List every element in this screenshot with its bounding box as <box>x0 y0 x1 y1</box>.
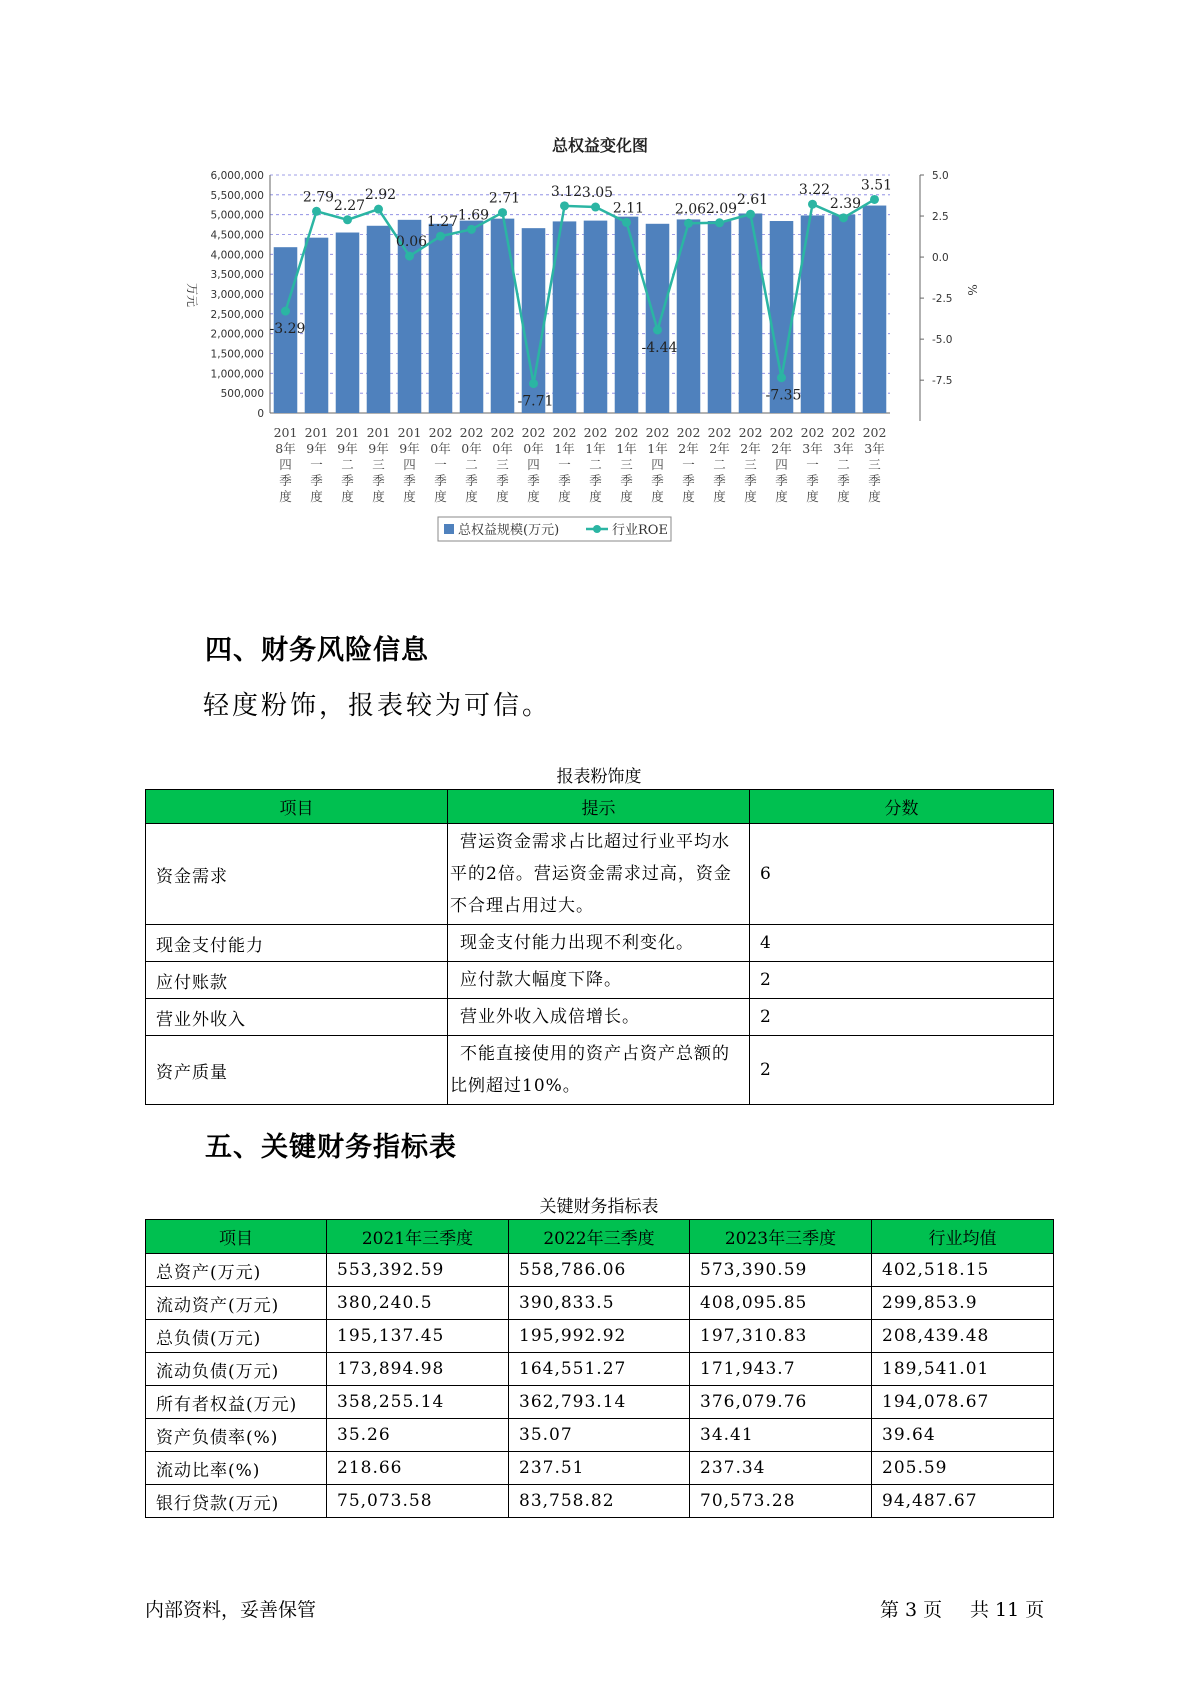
x-category-label: 3年 <box>802 441 823 456</box>
x-category-label: 季 <box>465 473 478 488</box>
metric-label-cell: 总资产(万元) <box>146 1254 327 1287</box>
risk-score-cell: 4 <box>750 925 1054 962</box>
metrics-header-industry: 行业均值 <box>872 1220 1054 1254</box>
roe-point <box>281 307 290 316</box>
x-category-label: 202 <box>676 425 701 440</box>
table-row <box>146 1287 1054 1320</box>
metric-value-cell: 553,392.59 <box>327 1254 509 1287</box>
roe-point <box>777 373 786 382</box>
risk-header-item: 项目 <box>146 790 448 824</box>
x-category-label: 季 <box>651 473 664 488</box>
roe-point <box>374 205 383 214</box>
roe-data-label: 2.09 <box>705 200 738 217</box>
table-row <box>146 1386 1054 1419</box>
x-category-label: 2年 <box>771 441 792 456</box>
x-category-label: 季 <box>713 473 726 488</box>
x-category-label: 季 <box>403 473 416 488</box>
legend-line-marker <box>593 525 601 533</box>
roe-data-label: 2.39 <box>829 195 862 212</box>
x-category-label: 度 <box>589 489 602 504</box>
x-category-label: 0年 <box>461 441 482 456</box>
x-category-label: 202 <box>862 425 887 440</box>
table-row <box>146 1353 1054 1386</box>
equity-chart <box>180 135 1020 605</box>
x-category-label: 2年 <box>709 441 730 456</box>
x-category-label: 二 <box>341 457 354 472</box>
roe-point <box>591 203 600 212</box>
table-row <box>146 1320 1054 1353</box>
metric-value-cell: 197,310.83 <box>690 1320 872 1353</box>
x-category-label: 度 <box>713 489 726 504</box>
x-category-label: 201 <box>335 425 360 440</box>
x-category-label: 四 <box>403 457 416 472</box>
metric-value-cell: 362,793.14 <box>509 1386 690 1419</box>
left-tick-label: 1,000,000 <box>210 368 264 381</box>
risk-score-cell: 2 <box>750 962 1054 999</box>
left-tick-label: 6,000,000 <box>210 170 264 182</box>
risk-hint-cell: 不能直接使用的资产占资产总额的比例超过10%。 <box>448 1036 750 1105</box>
metrics-table-header <box>146 1220 1054 1254</box>
x-category-label: 0年 <box>430 441 451 456</box>
metric-label-cell: 总负债(万元) <box>146 1320 327 1353</box>
risk-hint-cell: 营业外收入成倍增长。 <box>448 999 750 1036</box>
x-category-label: 一 <box>558 457 571 472</box>
x-category-label: 季 <box>434 473 447 488</box>
x-category-label: 季 <box>837 473 850 488</box>
risk-hint-cell: 营运资金需求占比超过行业平均水平的2倍。营运资金需求过高，资金不合理占用过大。 <box>448 824 750 925</box>
x-category-label: 季 <box>341 473 354 488</box>
equity-bar <box>646 224 670 413</box>
roe-data-label: 3.51 <box>860 177 893 194</box>
right-tick-label: 2.5 <box>932 211 949 224</box>
left-tick-label: 5,000,000 <box>210 209 264 222</box>
x-category-label: 202 <box>459 425 484 440</box>
metric-value-cell: 376,079.76 <box>690 1386 872 1419</box>
left-axis-label: 万元 <box>185 282 199 308</box>
metric-label-cell: 所有者权益(万元) <box>146 1386 327 1419</box>
roe-data-label: 1.27 <box>426 214 459 231</box>
right-tick-label: -5.0 <box>932 334 953 347</box>
metric-value-cell: 34.41 <box>690 1419 872 1452</box>
roe-point <box>684 219 693 228</box>
risk-hint-cell: 应付款大幅度下降。 <box>448 962 750 999</box>
x-category-label: 3年 <box>833 441 854 456</box>
equity-bar <box>305 238 329 413</box>
footer-confidential: 内部资料，妥善保管 <box>145 1599 317 1621</box>
x-category-label: 202 <box>521 425 546 440</box>
metric-label-cell: 银行贷款(万元) <box>146 1485 327 1518</box>
metrics-header-item: 项目 <box>146 1220 327 1254</box>
table-row <box>146 1036 1054 1105</box>
x-category-label: 度 <box>372 489 385 504</box>
x-category-label: 季 <box>527 473 540 488</box>
section4-title: 四、财务风险信息 <box>205 635 429 666</box>
legend-line-label: 行业ROE <box>612 523 668 538</box>
roe-data-label: 1.69 <box>457 207 490 224</box>
x-category-label: 三 <box>620 457 633 472</box>
roe-data-label: -4.44 <box>641 339 678 356</box>
left-tick-label: 500,000 <box>220 388 264 401</box>
table-row <box>146 824 1054 925</box>
metric-label-cell: 流动资产(万元) <box>146 1287 327 1320</box>
metric-value-cell: 94,487.67 <box>872 1485 1054 1518</box>
x-category-label: 四 <box>279 457 292 472</box>
roe-point <box>405 252 414 261</box>
equity-bar <box>708 221 732 413</box>
x-category-label: 202 <box>490 425 515 440</box>
x-category-label: 四 <box>775 457 788 472</box>
x-category-label: 四 <box>527 457 540 472</box>
metric-value-cell: 390,833.5 <box>509 1287 690 1320</box>
x-category-label: 度 <box>341 489 354 504</box>
table-row <box>146 1452 1054 1485</box>
x-category-label: 度 <box>620 489 633 504</box>
equity-bar <box>615 217 639 413</box>
metrics-header-2022: 2022年三季度 <box>509 1220 690 1254</box>
table-row <box>146 925 1054 962</box>
equity-bar <box>739 213 763 413</box>
x-category-label: 1年 <box>554 441 575 456</box>
roe-data-label: 2.06 <box>674 201 707 218</box>
x-category-label: 0年 <box>523 441 544 456</box>
metric-value-cell: 189,541.01 <box>872 1353 1054 1386</box>
x-category-label: 季 <box>279 473 292 488</box>
roe-point <box>715 218 724 227</box>
x-category-label: 1年 <box>585 441 606 456</box>
left-tick-label: 5,500,000 <box>210 189 264 202</box>
roe-data-label: 2.61 <box>736 192 769 209</box>
metric-value-cell: 195,137.45 <box>327 1320 509 1353</box>
metric-value-cell: 171,943.7 <box>690 1353 872 1386</box>
metric-value-cell: 173,894.98 <box>327 1353 509 1386</box>
x-category-label: 201 <box>397 425 422 440</box>
roe-point <box>808 200 817 209</box>
x-category-label: 度 <box>527 489 540 504</box>
x-category-label: 201 <box>304 425 329 440</box>
x-category-label: 9年 <box>368 441 389 456</box>
roe-data-label: -7.71 <box>517 393 554 410</box>
roe-point <box>529 379 538 388</box>
x-category-label: 2年 <box>740 441 761 456</box>
metric-value-cell: 70,573.28 <box>690 1485 872 1518</box>
table-row <box>146 1254 1054 1287</box>
x-category-label: 季 <box>372 473 385 488</box>
roe-data-label: 2.79 <box>302 189 335 206</box>
equity-bar <box>429 224 453 413</box>
x-category-label: 1年 <box>616 441 637 456</box>
chart-title: 总权益变化图 <box>551 136 649 155</box>
left-tick-label: 2,500,000 <box>210 308 264 321</box>
left-tick-label: 3,000,000 <box>210 289 264 301</box>
x-category-label: 201 <box>366 425 391 440</box>
equity-bar <box>863 206 887 413</box>
metric-value-cell: 558,786.06 <box>509 1254 690 1287</box>
roe-point <box>560 201 569 210</box>
x-category-label: 度 <box>496 489 509 504</box>
x-category-label: 季 <box>496 473 509 488</box>
x-category-label: 度 <box>868 489 881 504</box>
x-category-label: 度 <box>558 489 571 504</box>
legend-bar-label: 总权益规模(万元) <box>458 523 560 538</box>
metric-value-cell: 195,992.92 <box>509 1320 690 1353</box>
section4-summary: 轻度粉饰，报表较为可信。 <box>203 691 552 721</box>
roe-point <box>343 215 352 224</box>
risk-item-cell: 现金支付能力 <box>146 925 448 962</box>
metrics-table <box>145 1219 1054 1518</box>
risk-table <box>145 789 1054 1105</box>
roe-point <box>436 232 445 241</box>
metrics-header-2023: 2023年三季度 <box>690 1220 872 1254</box>
x-category-label: 度 <box>310 489 323 504</box>
metric-label-cell: 流动比率(%) <box>146 1452 327 1485</box>
metric-value-cell: 35.07 <box>509 1419 690 1452</box>
x-category-label: 季 <box>806 473 819 488</box>
metric-value-cell: 358,255.14 <box>327 1386 509 1419</box>
roe-data-label: 3.22 <box>798 182 831 199</box>
left-tick-label: 3,500,000 <box>210 269 264 282</box>
x-category-label: 度 <box>651 489 664 504</box>
x-category-label: 二 <box>465 457 478 472</box>
metric-value-cell: 205.59 <box>872 1452 1054 1485</box>
metric-label-cell: 资产负债率(%) <box>146 1419 327 1452</box>
metric-value-cell: 402,518.15 <box>872 1254 1054 1287</box>
metric-value-cell: 218.66 <box>327 1452 509 1485</box>
roe-point <box>498 208 507 217</box>
x-category-label: 季 <box>744 473 757 488</box>
x-category-label: 8年 <box>275 441 296 456</box>
equity-bar <box>336 233 360 413</box>
metric-value-cell: 299,853.9 <box>872 1287 1054 1320</box>
roe-data-label: 2.27 <box>333 197 366 214</box>
risk-header-score: 分数 <box>750 790 1054 824</box>
risk-item-cell: 应付账款 <box>146 962 448 999</box>
x-category-label: 三 <box>496 457 509 472</box>
x-category-label: 9年 <box>306 441 327 456</box>
risk-score-cell: 2 <box>750 999 1054 1036</box>
roe-point <box>467 225 476 234</box>
equity-bar <box>584 221 608 413</box>
table-row <box>146 999 1054 1036</box>
roe-data-label: -7.35 <box>765 387 802 404</box>
x-category-label: 202 <box>614 425 639 440</box>
x-category-label: 度 <box>837 489 850 504</box>
x-category-label: 度 <box>434 489 447 504</box>
x-category-label: 三 <box>868 457 881 472</box>
metric-value-cell: 164,551.27 <box>509 1353 690 1386</box>
x-category-label: 季 <box>589 473 602 488</box>
roe-point <box>622 218 631 227</box>
left-tick-label: 1,500,000 <box>210 348 264 361</box>
metric-value-cell: 39.64 <box>872 1419 1054 1452</box>
right-axis-label: % <box>965 284 979 296</box>
x-category-label: 202 <box>552 425 577 440</box>
metric-value-cell: 208,439.48 <box>872 1320 1054 1353</box>
x-category-label: 202 <box>738 425 763 440</box>
x-category-label: 202 <box>769 425 794 440</box>
risk-item-cell: 营业外收入 <box>146 999 448 1036</box>
right-tick-label: -2.5 <box>932 293 953 306</box>
x-category-label: 四 <box>651 457 664 472</box>
roe-data-label: 2.11 <box>612 200 645 217</box>
x-category-label: 二 <box>589 457 602 472</box>
section5-title: 五、关键财务指标表 <box>205 1132 457 1163</box>
metric-label-cell: 流动负债(万元) <box>146 1353 327 1386</box>
risk-header-hint: 提示 <box>448 790 750 824</box>
x-category-label: 季 <box>620 473 633 488</box>
roe-point <box>746 210 755 219</box>
x-category-label: 度 <box>744 489 757 504</box>
left-tick-label: 4,500,000 <box>210 229 264 242</box>
right-tick-label: -7.5 <box>932 375 953 388</box>
x-category-label: 二 <box>837 457 850 472</box>
metrics-table-caption: 关键财务指标表 <box>539 1197 659 1217</box>
x-category-label: 季 <box>310 473 323 488</box>
risk-score-cell: 6 <box>750 824 1054 925</box>
metric-value-cell: 237.34 <box>690 1452 872 1485</box>
x-category-label: 二 <box>713 457 726 472</box>
left-tick-label: 0 <box>257 408 264 420</box>
x-category-label: 三 <box>372 457 385 472</box>
right-tick-label: 0.0 <box>932 252 949 265</box>
equity-chart-svg <box>180 135 1020 605</box>
risk-score-cell: 2 <box>750 1036 1054 1105</box>
equity-bar <box>367 226 391 413</box>
x-category-label: 一 <box>806 457 819 472</box>
left-tick-label: 2,000,000 <box>210 328 264 341</box>
x-category-label: 9年 <box>399 441 420 456</box>
roe-point <box>653 325 662 334</box>
x-category-label: 202 <box>583 425 608 440</box>
x-category-label: 一 <box>310 457 323 472</box>
roe-point <box>312 207 321 216</box>
table-row <box>146 962 1054 999</box>
footer-page: 第 3 页 <box>880 1599 943 1621</box>
roe-point <box>870 195 879 204</box>
metric-value-cell: 408,095.85 <box>690 1287 872 1320</box>
x-category-label: 度 <box>465 489 478 504</box>
risk-table-caption: 报表粉饰度 <box>556 767 642 787</box>
metric-value-cell: 194,078.67 <box>872 1386 1054 1419</box>
legend-bar-swatch <box>444 524 454 534</box>
roe-point <box>839 213 848 222</box>
x-category-label: 3年 <box>864 441 885 456</box>
roe-data-label: 2.92 <box>364 187 397 204</box>
equity-bar <box>460 221 484 413</box>
risk-table-header <box>146 790 1054 824</box>
right-tick-label: 5.0 <box>932 170 949 182</box>
footer-total-pages: 共 11 页 <box>970 1599 1045 1621</box>
x-category-label: 202 <box>645 425 670 440</box>
x-category-label: 度 <box>775 489 788 504</box>
risk-hint-cell: 现金支付能力出现不利变化。 <box>448 925 750 962</box>
table-row <box>146 1485 1054 1518</box>
x-category-label: 一 <box>682 457 695 472</box>
equity-bar <box>770 221 794 413</box>
x-category-label: 季 <box>682 473 695 488</box>
x-category-label: 202 <box>831 425 856 440</box>
metric-value-cell: 237.51 <box>509 1452 690 1485</box>
x-category-label: 202 <box>428 425 453 440</box>
x-category-label: 度 <box>403 489 416 504</box>
x-category-label: 季 <box>775 473 788 488</box>
x-category-label: 一 <box>434 457 447 472</box>
roe-data-label: -3.29 <box>269 321 306 338</box>
x-category-label: 2年 <box>678 441 699 456</box>
roe-data-label: 3.05 <box>581 185 614 202</box>
left-tick-label: 4,000,000 <box>210 249 264 262</box>
x-category-label: 季 <box>558 473 571 488</box>
risk-item-cell: 资产质量 <box>146 1036 448 1105</box>
x-category-label: 0年 <box>492 441 513 456</box>
table-row <box>146 1419 1054 1452</box>
metrics-header-2021: 2021年三季度 <box>327 1220 509 1254</box>
x-category-label: 度 <box>279 489 292 504</box>
x-category-label: 季 <box>868 473 881 488</box>
metric-value-cell: 35.26 <box>327 1419 509 1452</box>
x-category-label: 度 <box>806 489 819 504</box>
risk-item-cell: 资金需求 <box>146 824 448 925</box>
x-category-label: 9年 <box>337 441 358 456</box>
x-category-label: 202 <box>800 425 825 440</box>
x-category-label: 1年 <box>647 441 668 456</box>
x-category-label: 202 <box>707 425 732 440</box>
x-category-label: 201 <box>273 425 298 440</box>
equity-bar <box>491 219 515 413</box>
roe-data-label: 2.71 <box>488 190 521 207</box>
roe-data-label: 3.12 <box>550 183 583 200</box>
x-category-label: 三 <box>744 457 757 472</box>
metric-value-cell: 83,758.82 <box>509 1485 690 1518</box>
equity-bar <box>832 215 856 413</box>
roe-data-label: 0.06 <box>395 234 428 251</box>
metric-value-cell: 380,240.5 <box>327 1287 509 1320</box>
metric-value-cell: 573,390.59 <box>690 1254 872 1287</box>
metric-value-cell: 75,073.58 <box>327 1485 509 1518</box>
x-category-label: 度 <box>682 489 695 504</box>
